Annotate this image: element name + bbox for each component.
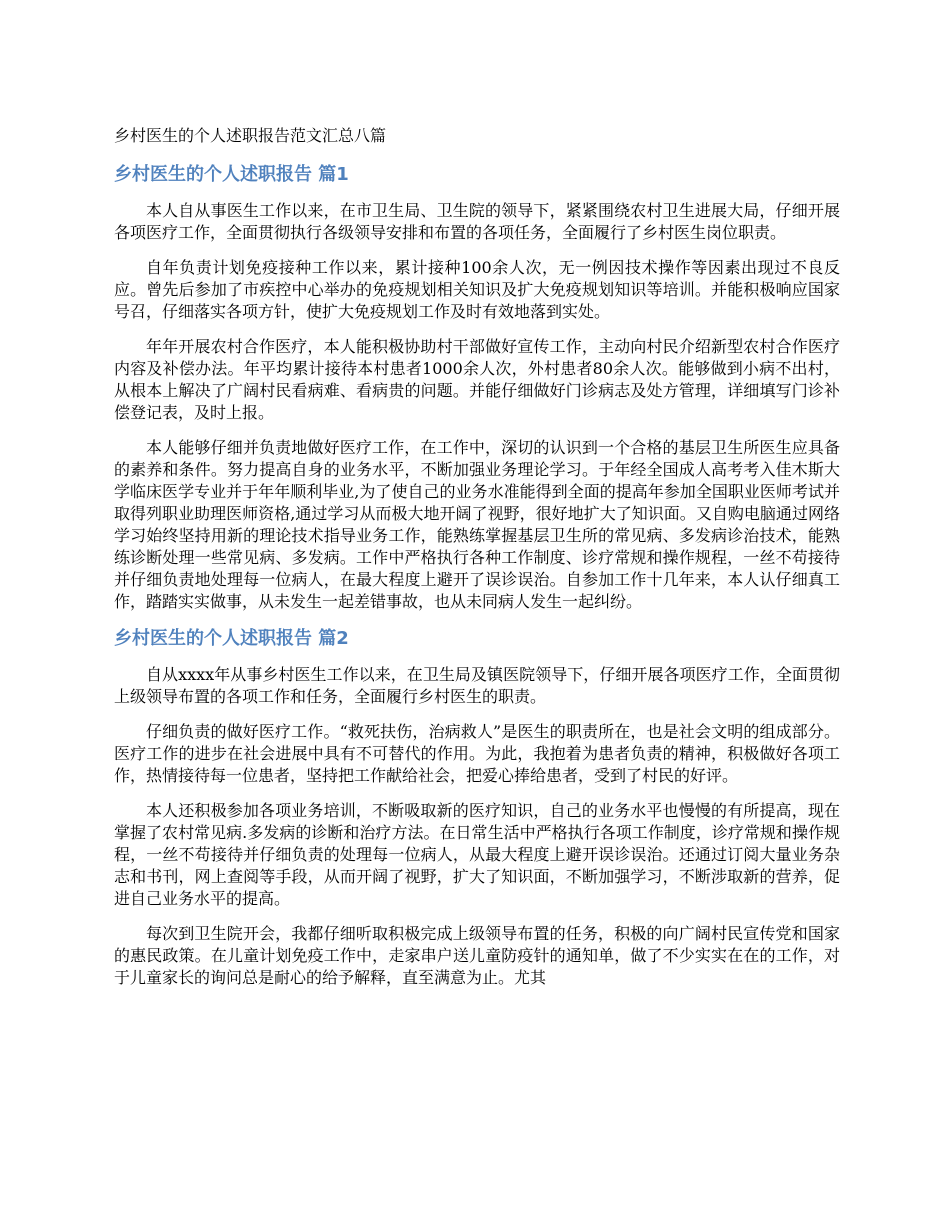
- document-title: 乡村医生的个人述职报告范文汇总八篇: [114, 126, 387, 145]
- section-heading: 乡村医生的个人述职报告 篇2: [114, 628, 349, 649]
- paragraph: 自年负责计划免疫接种工作以来，累计接种100余人次，无一例因技术操作等因素出现过不良反应。曾先后参加了市疾控中心举办的免疫规划相关知识及扩大免疫规划知识等培训。并能积极响应国家号召，仔细落实各项方针，使扩大免疫规划工作及时有效地落到实处。: [114, 258, 840, 321]
- section-heading: 乡村医生的个人述职报告 篇1: [114, 164, 349, 185]
- paragraph: 每次到卫生院开会，我都仔细听取积极完成上级领导布置的任务，积极的向广阔村民宣传党和国家的惠民政策。在儿童计划免疫工作中，走家串户送儿童防疫针的通知单，做了不少实实在在的工作，对于儿童家长的询问总是耐心的给予解释，直至满意为止。尤其: [114, 924, 840, 987]
- paragraph: 年年开展农村合作医疗，本人能积极协助村干部做好宣传工作，主动向村民介绍新型农村合作医疗内容及补偿办法。年平均累计接待本村患者1000余人次，外村患者80余人次。能够做到小病不出村，从根本上解决了广阔村民看病难、看病贵的问题。并能仔细做好门诊病志及处方管理，详细填写门诊补偿登记表，及时上报。: [114, 337, 840, 422]
- section-1: [114, 162, 840, 613]
- paragraph: 自从xxxx年从事乡村医生工作以来，在卫生局及镇医院领导下，仔细开展各项医疗工作，全面贯彻上级领导布置的各项工作和任务，全面履行乡村医生的职责。: [114, 665, 840, 706]
- paragraph: 仔细负责的做好医疗工作。“救死扶伤，治病救人”是医生的职责所在，也是社会文明的组成部分。医疗工作的进步在社会进展中具有不可替代的作用。为此，我抱着为患者负责的精神，积极做好各项工作，热情接待每一位患者，坚持把工作献给社会，把爱心捧给患者，受到了村民的好评。: [114, 722, 840, 785]
- section-2: [114, 626, 840, 989]
- paragraph: 本人自从事医生工作以来，在市卫生局、卫生院的领导下，紧紧围绕农村卫生进展大局，仔细开展各项医疗工作，全面贯彻执行各级领导安排和布置的各项任务，全面履行了乡村医生岗位职责。: [114, 201, 840, 242]
- document-page: [114, 124, 840, 1002]
- paragraph: 本人能够仔细并负责地做好医疗工作，在工作中，深切的认识到一个合格的基层卫生所医生应具备的素养和条件。努力提高自身的业务水平，不断加强业务理论学习。于年经全国成人高考考入佳木斯大学临床医学专业并于年年顺利毕业,为了使自己的业务水准能得到全面的提高年参加全国职业医师考试并取得列职业助理医师资格,通过学习从而极大地开阔了视野，很好地扩大了知识面。又自购电脑通过网络学习始终坚持用新的理论技术指导业务工作，能熟练掌握基层卫生所的常见病、多发病诊治技术，能熟练诊断处理一些常见病、多发病。工作中严格执行各种工作制度、诊疗常规和操作规程，一丝不苟接待并仔细负责地处理每一位病人，在最大程度上避开了误诊误治。自参加工作十几年来，本人认仔细真工作，踏踏实实做事，从未发生一起差错事故，也从未同病人发生一起纠纷。: [114, 438, 840, 611]
- paragraph: 本人还积极参加各项业务培训，不断吸取新的医疗知识，自己的业务水平也慢慢的有所提高，现在掌握了农村常见病.多发病的诊断和治疗方法。在日常生活中严格执行各项工作制度，诊疗常规和操作规程，一丝不苟接待并仔细负责的处理每一位病人，从最大程度上避开误诊误治。还通过订阅大量业务杂志和书刊，网上查阅等手段，从而开阔了视野，扩大了知识面，不断加强学习，不断涉取新的营养，促进自己业务水平的提高。: [114, 801, 840, 908]
